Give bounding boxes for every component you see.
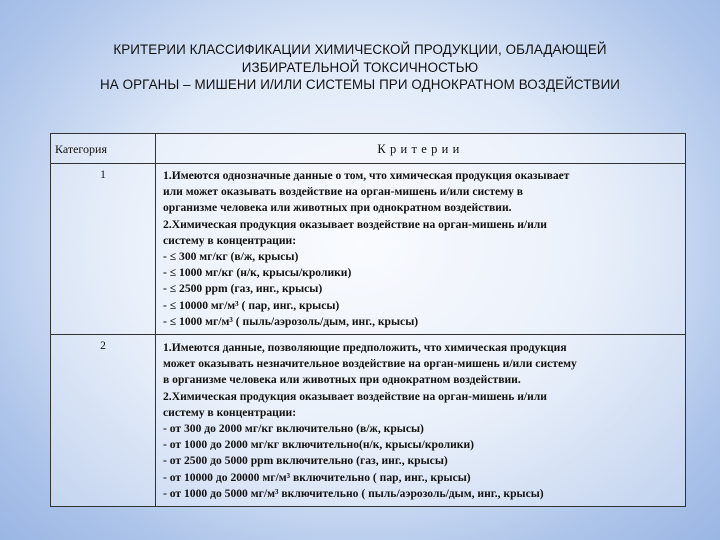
criteria-line: - от 10000 до 20000 мг/м³ включительно ( пар, инг., крысы): [163, 470, 471, 484]
title-line: НА ОРГАНЫ – МИШЕНИ И/ИЛИ СИСТЕМЫ ПРИ ОДНОКРАТНОМ ВОЗДЕЙСТВИИ: [99, 77, 621, 92]
table-header-row: [51, 134, 686, 164]
table-row: [51, 335, 686, 507]
criteria-table: [50, 133, 686, 507]
criteria-line: - ≤ 10000 мг/м³ ( пар, инг., крысы): [163, 298, 340, 312]
criteria-line: систему в концентрации:: [163, 233, 297, 247]
criteria-line: - ≤ 1000 мг/кг (н/к, крысы/кролики): [163, 266, 352, 280]
criteria-cell: [156, 164, 686, 335]
header-category: Категория: [51, 134, 156, 164]
title-line: КРИТЕРИИ КЛАССИФИКАЦИИ ХИМИЧЕСКОЙ ПРОДУКЦИИ, ОБЛАДАЮЩЕЙ: [113, 42, 607, 57]
criteria-line: - ≤ 300 мг/кг (в/ж, крысы): [163, 250, 299, 264]
criteria-line: систему в концентрации:: [163, 405, 297, 419]
header-criteria: Критерии: [156, 134, 686, 164]
category-cell: 2: [51, 335, 156, 507]
slide-title: [20, 41, 700, 94]
criteria-line: 2.Химическая продукция оказывает воздействие на орган-мишень и/или: [163, 389, 547, 403]
criteria-line: может оказывать незначительное воздействие на орган-мишень и/или систему: [163, 357, 577, 371]
criteria-line: - от 300 до 2000 мг/кг включительно (в/ж, крысы): [163, 422, 424, 436]
category-cell: 1: [51, 164, 156, 335]
criteria-line: - ≤ 2500 ppm (газ, инг., крысы): [163, 282, 323, 296]
criteria-line: в организме человека или животных при однократном воздействии.: [163, 373, 521, 387]
criteria-line: организме человека или животных при однократном воздействии.: [163, 201, 512, 215]
criteria-line: - ≤ 1000 мг/м³ ( пыль/аэрозоль/дым, инг., крысы): [163, 314, 419, 328]
criteria-line: 1.Имеются данные, позволяющие предположить, что химическая продукция: [163, 341, 567, 355]
criteria-line: или может оказывать воздействие на орган-мишень и/или систему в: [163, 185, 524, 199]
criteria-line: 2.Химическая продукция оказывает воздействие на орган-мишень и/или: [163, 217, 547, 231]
criteria-line: 1.Имеются однозначные данные о том, что химическая продукция оказывает: [163, 169, 570, 182]
criteria-line: - от 1000 до 5000 мг/м³ включительно ( пыль/аэрозоль/дым, инг., крысы): [163, 486, 544, 500]
table-row: [51, 164, 686, 335]
criteria-line: - от 2500 до 5000 ppm включительно (газ, инг., крысы): [163, 454, 448, 468]
criteria-line: - от 1000 до 2000 мг/кг включительно(н/к, крысы/кролики): [163, 438, 475, 452]
criteria-cell: [156, 335, 686, 507]
title-line: ИЗБИРАТЕЛЬНОЙ ТОКСИЧНОСТЬЮ: [241, 59, 479, 75]
